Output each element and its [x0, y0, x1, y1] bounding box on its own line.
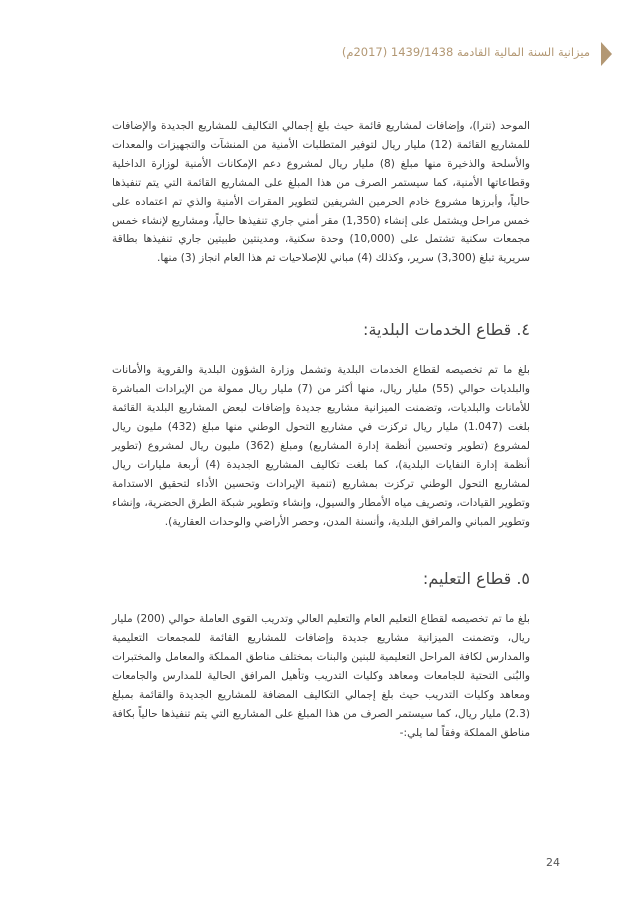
arrow-triangle-icon: [601, 42, 612, 66]
page-number: 24: [546, 856, 560, 869]
section-heading-education: ٥. قطاع التعليم:: [422, 569, 530, 589]
page-header: [0, 40, 638, 70]
education-paragraph: بلغ ما تم تخصيصه لقطاع التعليم العام والتعليم العالي وتدريب القوى العاملة حوالي (200) مليار ريال، وتضمنت الميزانية مشاريع جديدة وإضافات للمشاريع القائمة للمجمعات التعليمية والمدارس لكافة المراحل التعليمية للبنين والبنات بمختلف مناطق المملكة والمعامل والمختبرات والبُنى التحتية للجامعات ومعاهد وكليات التدريب وتأهيل المرافق الحالية للمدارس والجامعات ومعاهد وكليات التدريب حيث بلغ إجمالي التكاليف المضافة للمشاريع الجديدة والقائمة بمبلغ (2.3) مليار ريال، كما سيستمر الصرف من هذا المبلغ على المشاريع التي يتم تنفيذها حالياً بكافة مناطق المملكة وفقاً لما يلي:-: [112, 613, 530, 739]
section-heading-municipal: ٤. قطاع الخدمات البلدية:: [363, 320, 530, 340]
header-title: ميزانية السنة المالية القادمة 1439/1438 (2017م): [341, 45, 590, 59]
document-body: [112, 117, 530, 743]
municipal-paragraph: بلغ ما تم تخصيصه لقطاع الخدمات البلدية وتشمل وزارة الشؤون البلدية والقروية والأمانات والبلديات حوالي (55) مليار ريال، منها أكثر من (7) مليار ريال ممولة من الإيرادات المباشرة للأمانات والبلديات، وتضمنت الميزانية مشاريع جديدة وإضافات لبعض المشاريع البلدية القائمة بلغت (1.047) مليار ريال تركزت في مشاريع التحول الوطني منها مبلغ (432) مليون ريال لمشروع (تطوير وتحسين أنظمة إدارة المشاريع) ومبلغ (362) مليون ريال لمشروع (تطوير أنظمة إدارة النفايات البلدية)، كما بلغت تكاليف المشاريع الجديدة (4) أربعة مليارات ريال لمشاريع التحول الوطني تركزت بمشاريع (تنمية الإيرادات وتحسين الأداء لتحقيق الاستدامة وتطوير القيادات، وتصريف مياه الأمطار والسيول، وإنشاء وتطوير شبكة الطرق الحضرية، وإنشاء وتطوير المباني والمرافق البلدية، وأنسنة المدن، وحصر الأراضي والوحدات العقارية).: [112, 364, 531, 528]
intro-paragraph: الموحد (تترا)، وإضافات لمشاريع قائمة حيث بلغ إجمالي التكاليف للمشاريع الجديدة والإضافات للمشاريع القائمة (12) مليار ريال لتوفير المتطلبات الأمنية من المنشآت والتجهيزات والمعدات والأسلحة والذخيرة منها مبلغ (8) مليار ريال لمشروع دعم الإمكانات الأمنية لوزارة الداخلية وقطاعاتها الأمنية، كما سيستمر الصرف من هذا المبلغ على المشاريع القائمة التي يتم تنفيذها حالياً، وأبرزها مشروع خادم الحرمين الشريفين لتطوير المقرات الأمنية والذي تم اعتماده على خمس مراحل ويشتمل على إنشاء (1,350) مقر أمني جاري تنفيذها حالياً، ومشاريع لإنشاء خمس مجمعات سكنية تشتمل على (10,000) وحدة سكنية، ومدينتين طبيتين جاري تنفيذها بطاقة سريرية تبلغ (3,300) سرير، وكذلك (4) مباني للإصلاحيات تم هذا العام انجاز (3) منها.: [112, 120, 530, 265]
